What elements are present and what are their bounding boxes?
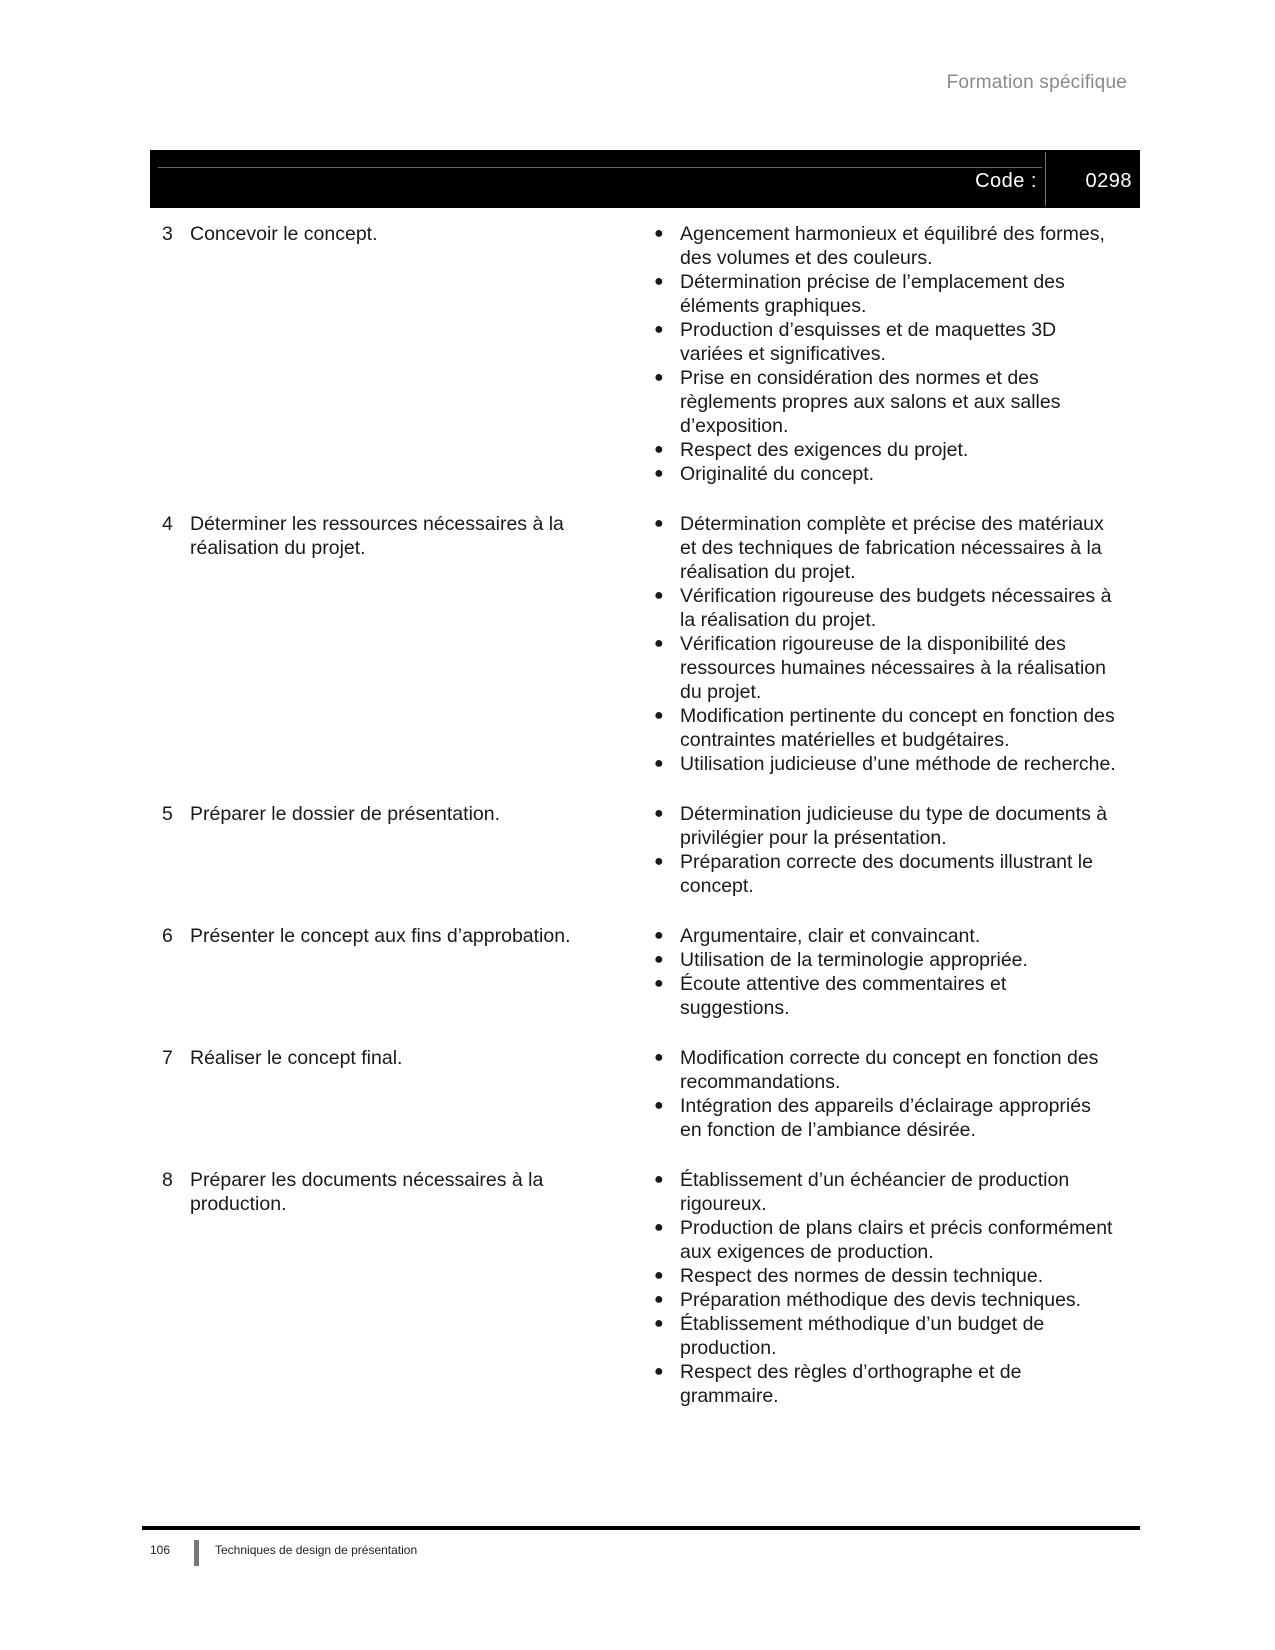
criteria-item <box>652 1312 1117 1360</box>
bullet-icon: ● <box>654 273 664 290</box>
competency-row <box>162 1046 1137 1142</box>
step <box>162 802 652 898</box>
step-number: 6 <box>162 925 173 947</box>
criteria-item <box>652 1360 1117 1408</box>
code-label: Code : <box>975 170 1037 192</box>
bullet-icon: ● <box>654 1363 664 1380</box>
step-number: 4 <box>162 513 173 535</box>
criteria-text: Originalité du concept. <box>680 463 875 485</box>
bullet-icon: ● <box>654 1267 664 1284</box>
criteria-list <box>652 512 1117 776</box>
step <box>162 1168 652 1408</box>
bullet-icon: ● <box>654 1315 664 1332</box>
criteria-text: Argumentaire, clair et convaincant. <box>680 925 981 947</box>
criteria-text: Intégration des appareils d’éclairage appropriés en fonction de l’ambiance désirée. <box>680 1095 1091 1141</box>
criteria-text: Vérification rigoureuse des budgets nécessaires à la réalisation du projet. <box>680 585 1112 631</box>
step-label: Présenter le concept aux fins d’approbation. <box>190 925 571 947</box>
bullet-icon: ● <box>654 225 664 242</box>
criteria-item <box>652 850 1117 898</box>
bullet-icon: ● <box>654 853 664 870</box>
criteria-text: Détermination complète et précise des matériaux et des techniques de fabrication nécessaires à la réalisation du projet. <box>680 513 1104 583</box>
competency-row <box>162 222 1137 486</box>
bullet-icon: ● <box>654 755 664 772</box>
step <box>162 1046 652 1142</box>
criteria-text: Respect des normes de dessin technique. <box>680 1265 1044 1287</box>
criteria-item <box>652 270 1117 318</box>
criteria-text: Utilisation de la terminologie appropriée. <box>680 949 1028 971</box>
bullet-icon: ● <box>654 587 664 604</box>
criteria-item <box>652 222 1117 270</box>
step-number: 3 <box>162 223 173 245</box>
criteria-text: Écoute attentive des commentaires et suggestions. <box>680 973 1007 1019</box>
criteria-item <box>652 462 1117 486</box>
competency-table <box>162 222 1137 1434</box>
bullet-icon: ● <box>654 1171 664 1188</box>
bullet-icon: ● <box>654 707 664 724</box>
code-value: 0298 <box>1085 170 1132 192</box>
step-number: 5 <box>162 803 173 825</box>
step-number: 8 <box>162 1169 173 1191</box>
criteria-text: Préparation correcte des documents illustrant le concept. <box>680 851 1093 897</box>
criteria-list <box>652 1046 1117 1142</box>
code-band <box>150 150 1140 208</box>
criteria-item <box>652 1216 1117 1264</box>
bullet-icon: ● <box>654 1097 664 1114</box>
criteria-item <box>652 512 1117 584</box>
criteria-item <box>652 704 1117 752</box>
criteria-item <box>652 752 1117 776</box>
criteria-text: Modification correcte du concept en fonction des recommandations. <box>680 1047 1099 1093</box>
criteria-text: Agencement harmonieux et équilibré des formes, des volumes et des couleurs. <box>680 223 1105 269</box>
competency-row <box>162 802 1137 898</box>
bullet-icon: ● <box>654 975 664 992</box>
criteria-text: Établissement méthodique d’un budget de production. <box>680 1313 1045 1359</box>
bullet-icon: ● <box>654 927 664 944</box>
bullet-icon: ● <box>654 321 664 338</box>
criteria-item <box>652 972 1117 1020</box>
criteria-item <box>652 438 1117 462</box>
criteria-text: Modification pertinente du concept en fonction des contraintes matérielles et budgétaires. <box>680 705 1115 751</box>
section-title: Formation spécifique <box>946 72 1127 93</box>
criteria-text: Production de plans clairs et précis conformément aux exigences de production. <box>680 1217 1113 1263</box>
step <box>162 222 652 486</box>
footer-rule <box>142 1526 1140 1530</box>
criteria-text: Vérification rigoureuse de la disponibilité des ressources humaines nécessaires à la réalisation du projet. <box>680 633 1106 703</box>
footer-bar <box>194 1540 199 1566</box>
bullet-icon: ● <box>654 1049 664 1066</box>
bullet-icon: ● <box>654 369 664 386</box>
criteria-item <box>652 584 1117 632</box>
criteria-item <box>652 1288 1117 1312</box>
criteria-item <box>652 1046 1117 1094</box>
bullet-icon: ● <box>654 805 664 822</box>
step <box>162 924 652 1020</box>
bullet-icon: ● <box>654 441 664 458</box>
criteria-list <box>652 802 1117 898</box>
step-label: Déterminer les ressources nécessaires à la réalisation du projet. <box>190 513 564 559</box>
code-band-separator <box>1045 152 1046 206</box>
criteria-text: Établissement d’un échéancier de production rigoureux. <box>680 1169 1070 1215</box>
criteria-item <box>652 366 1117 438</box>
bullet-icon: ● <box>654 1291 664 1308</box>
step-label: Préparer le dossier de présentation. <box>190 803 501 825</box>
footer-document-title: Techniques de design de présentation <box>215 1543 418 1557</box>
competency-row <box>162 924 1137 1020</box>
bullet-icon: ● <box>654 465 664 482</box>
step-number: 7 <box>162 1047 173 1069</box>
criteria-item <box>652 1094 1117 1142</box>
step-label: Concevoir le concept. <box>190 223 378 245</box>
criteria-item <box>652 924 1117 948</box>
criteria-item <box>652 1168 1117 1216</box>
bullet-icon: ● <box>654 1219 664 1236</box>
competency-row <box>162 1168 1137 1408</box>
criteria-text: Prise en considération des normes et des règlements propres aux salons et aux salles d’exposition. <box>680 367 1061 437</box>
criteria-item <box>652 1264 1117 1288</box>
code-band-rule <box>158 167 1042 168</box>
step-label: Réaliser le concept final. <box>190 1047 403 1069</box>
criteria-item <box>652 632 1117 704</box>
bullet-icon: ● <box>654 635 664 652</box>
criteria-list <box>652 222 1117 486</box>
criteria-text: Production d’esquisses et de maquettes 3D variées et significatives. <box>680 319 1057 365</box>
page-number: 106 <box>150 1543 171 1557</box>
criteria-text: Détermination précise de l’emplacement des éléments graphiques. <box>680 271 1065 317</box>
step <box>162 512 652 776</box>
criteria-item <box>652 318 1117 366</box>
step-label: Préparer les documents nécessaires à la production. <box>190 1169 544 1215</box>
criteria-text: Détermination judicieuse du type de documents à privilégier pour la présentation. <box>680 803 1108 849</box>
criteria-text: Respect des règles d’orthographe et de grammaire. <box>680 1361 1022 1407</box>
competency-row <box>162 512 1137 776</box>
criteria-list <box>652 924 1117 1020</box>
criteria-text: Préparation méthodique des devis techniques. <box>680 1289 1082 1311</box>
criteria-item <box>652 802 1117 850</box>
criteria-list <box>652 1168 1117 1408</box>
criteria-item <box>652 948 1117 972</box>
criteria-text: Respect des exigences du projet. <box>680 439 969 461</box>
bullet-icon: ● <box>654 951 664 968</box>
criteria-text: Utilisation judicieuse d’une méthode de recherche. <box>680 753 1116 775</box>
bullet-icon: ● <box>654 515 664 532</box>
